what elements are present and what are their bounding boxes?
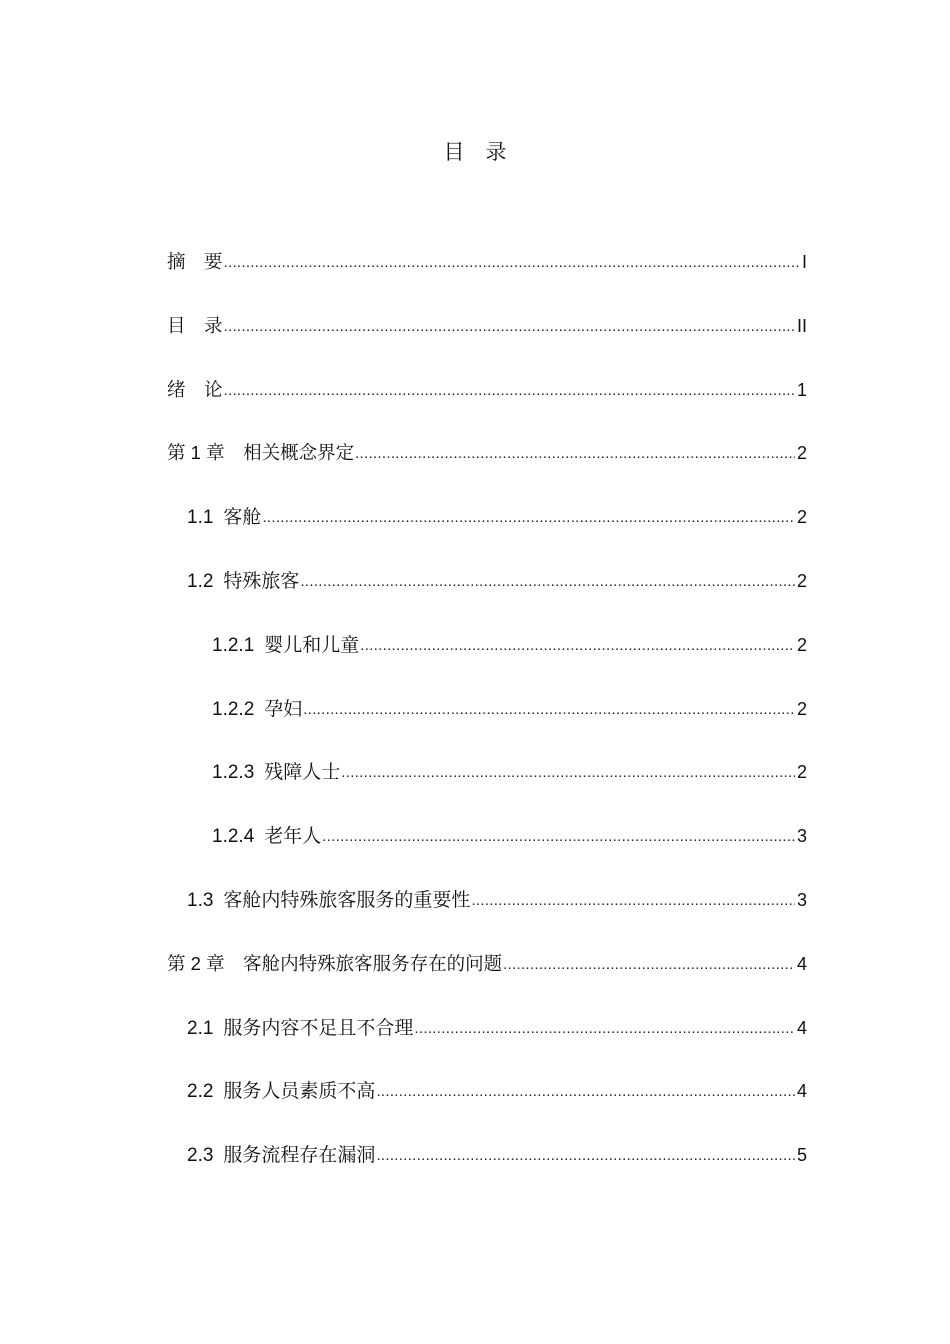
- toc-page-number: 4: [796, 1081, 807, 1101]
- toc-entry-text: 客舱内特殊旅客服务的重要性: [223, 890, 471, 911]
- toc-page-number: 2: [796, 571, 807, 591]
- toc-page-number: 5: [796, 1145, 807, 1165]
- toc-entry-text: 婴儿和儿童: [264, 635, 360, 656]
- toc-page-number: 3: [796, 826, 807, 846]
- toc-leader-dots: [300, 567, 795, 597]
- toc-page-number: 2: [796, 762, 807, 782]
- toc-entry-text: 服务人员素质不高: [223, 1081, 376, 1102]
- toc-leader-dots: [224, 312, 795, 342]
- toc-entry-1-2-4[interactable]: [212, 821, 807, 851]
- toc-page-number: 2: [796, 699, 807, 719]
- toc-page-number: 2: [796, 635, 807, 655]
- toc-entry-text: 特殊旅客: [223, 571, 300, 592]
- toc-entry-number: 1.2: [187, 571, 214, 592]
- toc-entry-text: 客舱内特殊旅客服务存在的问题: [224, 954, 503, 975]
- toc-entry-number: 2.1: [187, 1018, 214, 1039]
- toc-leader-dots: [360, 631, 795, 661]
- toc-leader-dots: [376, 1141, 795, 1171]
- toc-entry-2-1[interactable]: [187, 1013, 807, 1043]
- toc-entry-text: 服务内容不足且不合理: [223, 1018, 414, 1039]
- toc-entry-text: 孕妇: [264, 699, 303, 720]
- toc-entry-number: 1.2.3: [212, 762, 255, 783]
- toc-entry-number: 2.3: [187, 1145, 214, 1166]
- toc-entry-text: 服务流程存在漏洞: [223, 1145, 376, 1166]
- toc-page-number: I: [801, 252, 807, 272]
- toc-page-number: 2: [796, 443, 807, 463]
- toc-entry-1-2[interactable]: [187, 566, 807, 596]
- toc-page-number: II: [796, 316, 807, 336]
- toc-entry-chapter-1[interactable]: [167, 438, 807, 468]
- toc-entry-contents[interactable]: [167, 311, 807, 341]
- toc-page-number: 3: [796, 890, 807, 910]
- toc-entry-1-3[interactable]: [187, 885, 807, 915]
- toc-entry-text: 相关概念界定: [224, 443, 355, 464]
- toc-entry-1-1[interactable]: [187, 502, 807, 532]
- toc-page-number: 2: [796, 507, 807, 527]
- toc-entry-1-2-2[interactable]: [212, 694, 807, 724]
- toc-leader-dots: [224, 248, 800, 278]
- toc-leader-dots: [471, 886, 795, 916]
- toc-page-number: 1: [796, 380, 807, 400]
- toc-entry-1-2-3[interactable]: [212, 757, 807, 787]
- toc-entry-number: 1.2.1: [212, 635, 255, 656]
- toc-entry-introduction[interactable]: [167, 375, 807, 405]
- toc-leader-dots: [503, 950, 795, 980]
- toc-leader-dots: [322, 822, 795, 852]
- toc-entry-number: 1.2.4: [212, 826, 255, 847]
- toc-page-number: 4: [796, 1018, 807, 1038]
- toc-entry-text: 目 录: [167, 316, 223, 337]
- toc-leader-dots: [341, 758, 795, 788]
- toc-entry-abstract[interactable]: [167, 247, 807, 277]
- toc-entry-number: 1.2.2: [212, 699, 255, 720]
- toc-leader-dots: [376, 1077, 795, 1107]
- toc-page-number: 4: [796, 954, 807, 974]
- toc-entry-number: 第 2 章: [167, 953, 225, 974]
- toc-leader-dots: [303, 695, 795, 725]
- toc-entry-2-2[interactable]: [187, 1076, 807, 1106]
- toc-entry-number: 1.3: [187, 890, 214, 911]
- toc-entry-text: 摘 要: [167, 252, 223, 273]
- toc-entry-chapter-2[interactable]: [167, 949, 807, 979]
- toc-entry-number: 2.2: [187, 1081, 214, 1102]
- toc-entry-2-3[interactable]: [187, 1140, 807, 1170]
- toc-leader-dots: [414, 1014, 795, 1044]
- toc-entry-number: 1.1: [187, 507, 214, 528]
- toc-entry-number: 第 1 章: [167, 442, 225, 463]
- toc-leader-dots: [224, 376, 795, 406]
- toc-entry-1-2-1[interactable]: [212, 630, 807, 660]
- toc-entry-text: 老年人: [264, 826, 322, 847]
- toc-entry-text: 残障人士: [264, 762, 341, 783]
- toc-entry-text: 绪 论: [167, 380, 223, 401]
- toc-entry-text: 客舱: [223, 507, 262, 528]
- page-title: 目 录: [443, 140, 507, 164]
- toc-leader-dots: [262, 503, 795, 533]
- toc-leader-dots: [355, 439, 795, 469]
